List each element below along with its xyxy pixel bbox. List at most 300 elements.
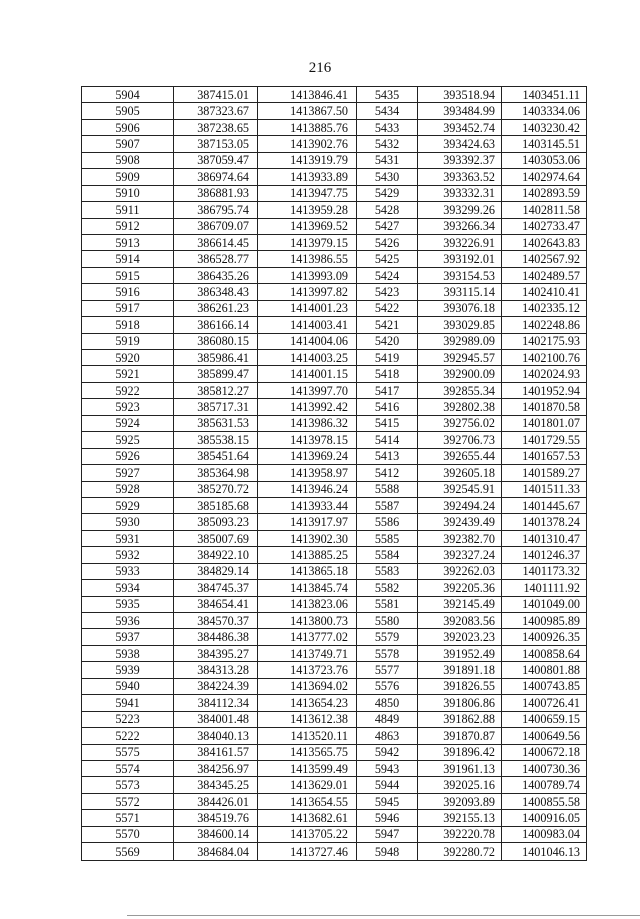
x-coord-left: 386795.74 [174, 202, 258, 218]
x-coord-left: 386528.77 [174, 251, 258, 267]
y-coord-right: 1400649.56 [502, 728, 587, 744]
y-coord-left: 1413986.32 [258, 415, 357, 431]
table-row [82, 481, 587, 497]
x-coord-left: 384040.13 [174, 728, 258, 744]
y-coord-right: 1400659.15 [502, 711, 587, 727]
x-coord-right: 392145.49 [418, 596, 502, 612]
point-id-right: 5580 [357, 613, 418, 629]
y-coord-right: 1402893.59 [502, 185, 587, 201]
x-coord-right: 392802.38 [418, 399, 502, 415]
x-coord-left: 384345.25 [174, 777, 258, 793]
y-coord-right: 1402100.76 [502, 350, 587, 366]
y-coord-right: 1400672.18 [502, 744, 587, 760]
table-row [82, 793, 587, 809]
x-coord-left: 384256.97 [174, 760, 258, 776]
y-coord-left: 1413654.55 [258, 793, 357, 809]
x-coord-left: 385007.69 [174, 530, 258, 546]
point-id-right: 5586 [357, 514, 418, 530]
table-row [82, 662, 587, 678]
y-coord-left: 1413917.97 [258, 514, 357, 530]
x-coord-left: 384112.34 [174, 695, 258, 711]
y-coord-right: 1403145.51 [502, 136, 587, 152]
point-id-left: 5905 [82, 103, 174, 119]
y-coord-right: 1402489.57 [502, 267, 587, 283]
x-coord-right: 392439.49 [418, 514, 502, 530]
point-id-left: 5924 [82, 415, 174, 431]
table-row [82, 530, 587, 546]
table-row [82, 350, 587, 366]
point-id-right: 5417 [357, 382, 418, 398]
x-coord-left: 386881.93 [174, 185, 258, 201]
y-coord-left: 1413800.73 [258, 613, 357, 629]
table-row [82, 432, 587, 448]
x-coord-left: 386435.26 [174, 267, 258, 283]
y-coord-right: 1400801.88 [502, 662, 587, 678]
table-row [82, 514, 587, 530]
point-id-left: 5904 [82, 87, 174, 103]
y-coord-right: 1401729.55 [502, 432, 587, 448]
y-coord-right: 1402248.86 [502, 317, 587, 333]
y-coord-left: 1413867.50 [258, 103, 357, 119]
y-coord-right: 1401046.13 [502, 843, 587, 861]
y-coord-right: 1401049.00 [502, 596, 587, 612]
point-id-right: 5424 [357, 267, 418, 283]
y-coord-left: 1413694.02 [258, 678, 357, 694]
point-id-right: 5578 [357, 645, 418, 661]
x-coord-left: 384224.39 [174, 678, 258, 694]
x-coord-left: 385270.72 [174, 481, 258, 497]
x-coord-right: 393332.31 [418, 185, 502, 201]
point-id-left: 5937 [82, 629, 174, 645]
point-id-left: 5919 [82, 333, 174, 349]
table-row [82, 613, 587, 629]
point-id-right: 5416 [357, 399, 418, 415]
y-coord-right: 1401173.32 [502, 563, 587, 579]
point-id-left: 5934 [82, 580, 174, 596]
y-coord-right: 1400985.89 [502, 613, 587, 629]
point-id-left: 5573 [82, 777, 174, 793]
x-coord-left: 387153.05 [174, 136, 258, 152]
table-row [82, 744, 587, 760]
x-coord-left: 384922.10 [174, 547, 258, 563]
point-id-left: 5909 [82, 169, 174, 185]
y-coord-right: 1402175.93 [502, 333, 587, 349]
point-id-right: 5942 [357, 744, 418, 760]
point-id-right: 5944 [357, 777, 418, 793]
y-coord-right: 1401657.53 [502, 448, 587, 464]
y-coord-right: 1400983.04 [502, 826, 587, 842]
y-coord-right: 1402335.12 [502, 300, 587, 316]
y-coord-right: 1400916.05 [502, 810, 587, 826]
x-coord-right: 393226.91 [418, 234, 502, 250]
point-id-left: 5915 [82, 267, 174, 283]
y-coord-left: 1413520.11 [258, 728, 357, 744]
x-coord-right: 391826.55 [418, 678, 502, 694]
point-id-right: 5581 [357, 596, 418, 612]
y-coord-right: 1400858.64 [502, 645, 587, 661]
table-row [82, 185, 587, 201]
x-coord-right: 392605.18 [418, 465, 502, 481]
table-row [82, 234, 587, 250]
table-row [82, 563, 587, 579]
point-id-left: 5939 [82, 662, 174, 678]
point-id-right: 5418 [357, 366, 418, 382]
point-id-right: 5435 [357, 87, 418, 103]
point-id-right: 5430 [357, 169, 418, 185]
y-coord-right: 1401801.07 [502, 415, 587, 431]
point-id-right: 5943 [357, 760, 418, 776]
x-coord-right: 393518.94 [418, 87, 502, 103]
y-coord-left: 1413727.46 [258, 843, 357, 861]
table-row [82, 678, 587, 694]
x-coord-left: 385364.98 [174, 465, 258, 481]
point-id-left: 5574 [82, 760, 174, 776]
table-row [82, 448, 587, 464]
x-coord-left: 387415.01 [174, 87, 258, 103]
point-id-right: 5421 [357, 317, 418, 333]
x-coord-right: 392025.16 [418, 777, 502, 793]
x-coord-right: 393452.74 [418, 119, 502, 135]
point-id-right: 5582 [357, 580, 418, 596]
x-coord-right: 391891.18 [418, 662, 502, 678]
point-id-left: 5920 [82, 350, 174, 366]
table-row [82, 366, 587, 382]
point-id-left: 5928 [82, 481, 174, 497]
table-row [82, 119, 587, 135]
table-row [82, 136, 587, 152]
point-id-left: 5907 [82, 136, 174, 152]
x-coord-right: 392083.56 [418, 613, 502, 629]
point-id-right: 5423 [357, 284, 418, 300]
x-coord-left: 384654.41 [174, 596, 258, 612]
table-row [82, 300, 587, 316]
x-coord-left: 384745.37 [174, 580, 258, 596]
point-id-left: 5940 [82, 678, 174, 694]
x-coord-left: 387059.47 [174, 152, 258, 168]
table-row [82, 497, 587, 513]
y-coord-left: 1413885.76 [258, 119, 357, 135]
x-coord-left: 385538.15 [174, 432, 258, 448]
y-coord-right: 1401378.24 [502, 514, 587, 530]
point-id-right: 5576 [357, 678, 418, 694]
x-coord-left: 384426.01 [174, 793, 258, 809]
point-id-right: 5948 [357, 843, 418, 861]
table-row [82, 169, 587, 185]
point-id-right: 5945 [357, 793, 418, 809]
point-id-left: 5930 [82, 514, 174, 530]
point-id-right: 5584 [357, 547, 418, 563]
x-coord-left: 384313.28 [174, 662, 258, 678]
x-coord-right: 393115.14 [418, 284, 502, 300]
point-id-right: 5587 [357, 497, 418, 513]
table-row [82, 695, 587, 711]
y-coord-right: 1400743.85 [502, 678, 587, 694]
x-coord-left: 385899.47 [174, 366, 258, 382]
point-id-right: 4850 [357, 695, 418, 711]
y-coord-left: 1413997.70 [258, 382, 357, 398]
y-coord-right: 1402410.41 [502, 284, 587, 300]
x-coord-left: 384001.48 [174, 711, 258, 727]
x-coord-right: 392262.03 [418, 563, 502, 579]
y-coord-left: 1413777.02 [258, 629, 357, 645]
x-coord-right: 391806.86 [418, 695, 502, 711]
y-coord-left: 1413986.55 [258, 251, 357, 267]
x-coord-left: 387238.65 [174, 119, 258, 135]
point-id-right: 5585 [357, 530, 418, 546]
point-id-right: 5431 [357, 152, 418, 168]
point-id-right: 5946 [357, 810, 418, 826]
x-coord-right: 392706.73 [418, 432, 502, 448]
table-row [82, 826, 587, 842]
y-coord-left: 1413682.61 [258, 810, 357, 826]
table-row [82, 760, 587, 776]
y-coord-left: 1414001.23 [258, 300, 357, 316]
x-coord-right: 393363.52 [418, 169, 502, 185]
x-coord-right: 391961.13 [418, 760, 502, 776]
table-row [82, 152, 587, 168]
x-coord-right: 393076.18 [418, 300, 502, 316]
y-coord-right: 1402567.92 [502, 251, 587, 267]
x-coord-left: 386614.45 [174, 234, 258, 250]
point-id-left: 5938 [82, 645, 174, 661]
y-coord-left: 1413902.76 [258, 136, 357, 152]
point-id-right: 5583 [357, 563, 418, 579]
point-id-right: 5415 [357, 415, 418, 431]
x-coord-right: 393299.26 [418, 202, 502, 218]
x-coord-right: 393266.34 [418, 218, 502, 234]
y-coord-left: 1413749.71 [258, 645, 357, 661]
y-coord-left: 1414003.25 [258, 350, 357, 366]
table-row [82, 547, 587, 563]
y-coord-right: 1401246.37 [502, 547, 587, 563]
point-id-left: 5935 [82, 596, 174, 612]
point-id-left: 5926 [82, 448, 174, 464]
point-id-right: 5588 [357, 481, 418, 497]
x-coord-left: 386166.14 [174, 317, 258, 333]
point-id-right: 5412 [357, 465, 418, 481]
y-coord-left: 1413997.82 [258, 284, 357, 300]
point-id-left: 5910 [82, 185, 174, 201]
x-coord-left: 386261.23 [174, 300, 258, 316]
point-id-left: 5908 [82, 152, 174, 168]
x-coord-right: 393392.37 [418, 152, 502, 168]
x-coord-left: 384519.76 [174, 810, 258, 826]
y-coord-right: 1400730.36 [502, 760, 587, 776]
point-id-left: 5929 [82, 497, 174, 513]
y-coord-right: 1401952.94 [502, 382, 587, 398]
x-coord-right: 392327.24 [418, 547, 502, 563]
point-id-right: 5419 [357, 350, 418, 366]
x-coord-right: 392756.02 [418, 415, 502, 431]
point-id-left: 5571 [82, 810, 174, 826]
x-coord-right: 391896.42 [418, 744, 502, 760]
point-id-right: 5420 [357, 333, 418, 349]
point-id-right: 5422 [357, 300, 418, 316]
table-row [82, 103, 587, 119]
point-id-right: 5425 [357, 251, 418, 267]
y-coord-right: 1401310.47 [502, 530, 587, 546]
point-id-right: 5434 [357, 103, 418, 119]
x-coord-left: 385451.64 [174, 448, 258, 464]
point-id-right: 4863 [357, 728, 418, 744]
x-coord-left: 385185.68 [174, 497, 258, 513]
table-row [82, 333, 587, 349]
y-coord-left: 1413993.09 [258, 267, 357, 283]
point-id-right: 5432 [357, 136, 418, 152]
y-coord-left: 1413705.22 [258, 826, 357, 842]
table-row [82, 382, 587, 398]
x-coord-right: 393192.01 [418, 251, 502, 267]
point-id-right: 5427 [357, 218, 418, 234]
x-coord-right: 391952.49 [418, 645, 502, 661]
y-coord-left: 1413933.89 [258, 169, 357, 185]
y-coord-left: 1413958.97 [258, 465, 357, 481]
point-id-right: 5429 [357, 185, 418, 201]
x-coord-right: 393029.85 [418, 317, 502, 333]
point-id-right: 5413 [357, 448, 418, 464]
x-coord-left: 385717.31 [174, 399, 258, 415]
table-row [82, 596, 587, 612]
y-coord-left: 1413845.74 [258, 580, 357, 596]
table-row [82, 843, 587, 861]
table-row [82, 317, 587, 333]
y-coord-left: 1413933.44 [258, 497, 357, 513]
table-row [82, 645, 587, 661]
point-id-left: 5570 [82, 826, 174, 842]
point-id-right: 5947 [357, 826, 418, 842]
point-id-left: 5925 [82, 432, 174, 448]
coordinates-table [81, 86, 587, 861]
x-coord-left: 386348.43 [174, 284, 258, 300]
y-coord-right: 1402024.93 [502, 366, 587, 382]
point-id-left: 5222 [82, 728, 174, 744]
y-coord-left: 1413959.28 [258, 202, 357, 218]
x-coord-right: 392205.36 [418, 580, 502, 596]
x-coord-right: 391862.88 [418, 711, 502, 727]
point-id-left: 5572 [82, 793, 174, 809]
y-coord-right: 1401445.67 [502, 497, 587, 513]
y-coord-left: 1413919.79 [258, 152, 357, 168]
point-id-left: 5941 [82, 695, 174, 711]
x-coord-left: 386080.15 [174, 333, 258, 349]
x-coord-left: 384486.38 [174, 629, 258, 645]
y-coord-left: 1413947.75 [258, 185, 357, 201]
point-id-right: 5428 [357, 202, 418, 218]
y-coord-left: 1413846.41 [258, 87, 357, 103]
point-id-right: 5579 [357, 629, 418, 645]
table-row [82, 777, 587, 793]
x-coord-right: 392545.91 [418, 481, 502, 497]
table-row [82, 629, 587, 645]
y-coord-right: 1402974.64 [502, 169, 587, 185]
x-coord-right: 392155.13 [418, 810, 502, 826]
table-row [82, 218, 587, 234]
y-coord-right: 1403451.11 [502, 87, 587, 103]
x-coord-left: 384600.14 [174, 826, 258, 842]
table-row [82, 202, 587, 218]
y-coord-left: 1413823.06 [258, 596, 357, 612]
y-coord-right: 1401511.33 [502, 481, 587, 497]
y-coord-left: 1413979.15 [258, 234, 357, 250]
x-coord-left: 384684.04 [174, 843, 258, 861]
y-coord-right: 1400855.58 [502, 793, 587, 809]
point-id-left: 5913 [82, 234, 174, 250]
y-coord-left: 1413885.25 [258, 547, 357, 563]
bottom-rule [127, 915, 640, 916]
y-coord-right: 1402733.47 [502, 218, 587, 234]
x-coord-right: 392023.23 [418, 629, 502, 645]
x-coord-right: 392855.34 [418, 382, 502, 398]
x-coord-right: 392220.78 [418, 826, 502, 842]
x-coord-left: 385093.23 [174, 514, 258, 530]
point-id-left: 5911 [82, 202, 174, 218]
point-id-left: 5906 [82, 119, 174, 135]
x-coord-right: 392382.70 [418, 530, 502, 546]
coordinates-table-body [82, 87, 587, 861]
x-coord-right: 393424.63 [418, 136, 502, 152]
x-coord-right: 393154.53 [418, 267, 502, 283]
x-coord-left: 385631.53 [174, 415, 258, 431]
y-coord-right: 1402643.83 [502, 234, 587, 250]
x-coord-left: 384395.27 [174, 645, 258, 661]
y-coord-left: 1414001.15 [258, 366, 357, 382]
x-coord-right: 392900.09 [418, 366, 502, 382]
x-coord-left: 386709.07 [174, 218, 258, 234]
table-row [82, 267, 587, 283]
table-row [82, 415, 587, 431]
y-coord-right: 1403230.42 [502, 119, 587, 135]
point-id-left: 5931 [82, 530, 174, 546]
point-id-left: 5927 [82, 465, 174, 481]
table-row [82, 465, 587, 481]
y-coord-right: 1401589.27 [502, 465, 587, 481]
x-coord-right: 392280.72 [418, 843, 502, 861]
y-coord-right: 1400789.74 [502, 777, 587, 793]
y-coord-right: 1403334.06 [502, 103, 587, 119]
point-id-left: 5912 [82, 218, 174, 234]
point-id-left: 5918 [82, 317, 174, 333]
y-coord-left: 1413992.42 [258, 399, 357, 415]
x-coord-left: 387323.67 [174, 103, 258, 119]
x-coord-right: 391870.87 [418, 728, 502, 744]
x-coord-right: 392989.09 [418, 333, 502, 349]
point-id-left: 5569 [82, 843, 174, 861]
table-row [82, 711, 587, 727]
y-coord-right: 1402811.58 [502, 202, 587, 218]
y-coord-left: 1413565.75 [258, 744, 357, 760]
y-coord-left: 1413654.23 [258, 695, 357, 711]
y-coord-left: 1414003.41 [258, 317, 357, 333]
point-id-left: 5917 [82, 300, 174, 316]
y-coord-right: 1400726.41 [502, 695, 587, 711]
y-coord-right: 1401870.58 [502, 399, 587, 415]
x-coord-left: 384829.14 [174, 563, 258, 579]
x-coord-left: 385812.27 [174, 382, 258, 398]
y-coord-right: 1401111.92 [502, 580, 587, 596]
point-id-left: 5575 [82, 744, 174, 760]
y-coord-left: 1413969.52 [258, 218, 357, 234]
point-id-right: 5577 [357, 662, 418, 678]
y-coord-left: 1413612.38 [258, 711, 357, 727]
point-id-left: 5933 [82, 563, 174, 579]
y-coord-left: 1413902.30 [258, 530, 357, 546]
table-row [82, 284, 587, 300]
point-id-left: 5932 [82, 547, 174, 563]
page-number: 216 [308, 60, 332, 76]
x-coord-right: 392945.57 [418, 350, 502, 366]
y-coord-left: 1413723.76 [258, 662, 357, 678]
point-id-right: 5414 [357, 432, 418, 448]
